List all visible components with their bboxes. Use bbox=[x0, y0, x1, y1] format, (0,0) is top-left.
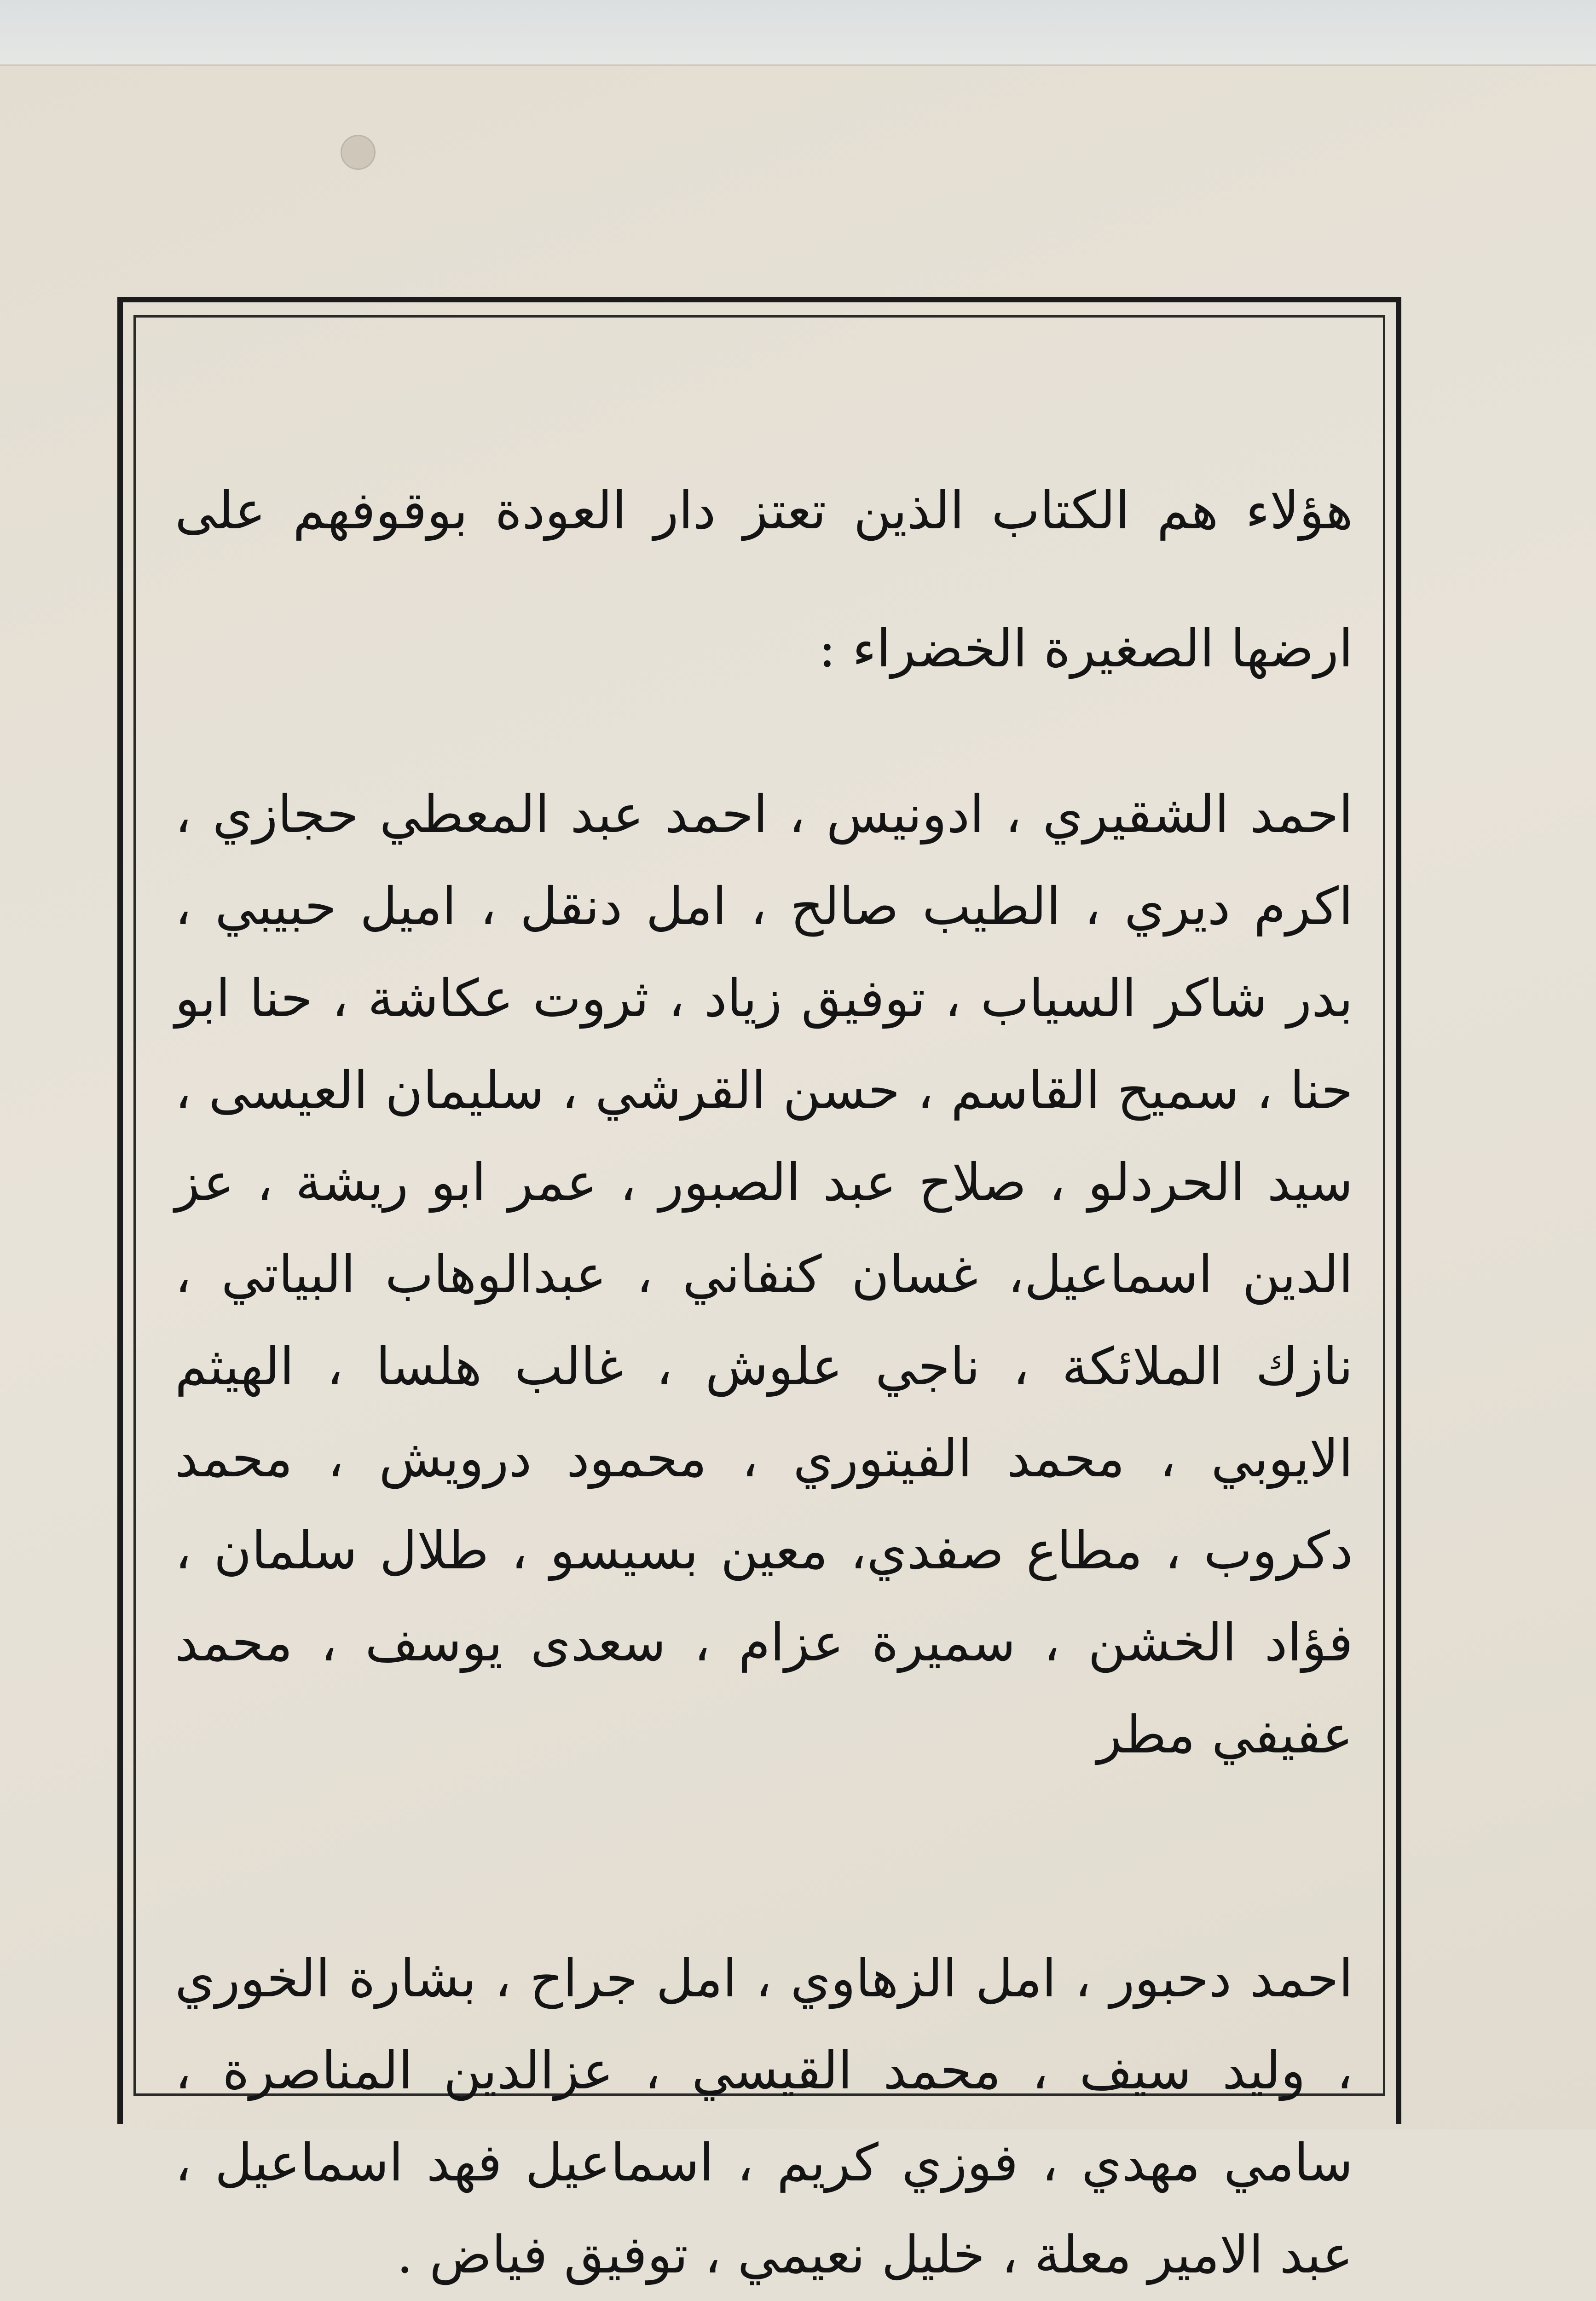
page-hole-mark bbox=[341, 135, 376, 170]
spacer bbox=[175, 718, 1353, 769]
intro-paragraph: هؤلاء هم الكتاب الذين تعتز دار العودة بوقوفهم على ارضها الصغيرة الخضراء : bbox=[175, 481, 1353, 679]
text-content bbox=[175, 442, 1353, 2301]
writers-list-first: احمد الشقيري ، ادونيس ، احمد عبد المعطي حجازي ، اكرم ديري ، الطيب صالح ، امل دنقل ، اميل حبيبي ، بدر شاكر السياب ، توفيق زياد ، ثروت عكاشة ، حنا ابو حنا ، سميح القاسم ، حسن القرشي ، سليمان العيسى ، سيد الحردلو ، صلاح عبد الصبور ، عمر ابو ريشة ، عز الدين اسماعيل، غسان كنفاني ، عبدالوهاب البياتي ، نازك الملائكة ، ناجي علوش ، غالب هلسا ، الهيثم الايوبي ، محمد الفيتوري ، محمود درويش ، محمد دكروب ، مطاع صفدي، معين بسيسو ، طلال سلمان ، فؤاد الخشن ، سميرة عزام ، سعدى يوسف ، محمد عفيفي مطر bbox=[175, 785, 1353, 1765]
spacer bbox=[175, 1781, 1353, 1933]
writers-list-second: احمد دحبور ، امل الزهاوي ، امل جراح ، بشارة الخوري ، وليد سيف ، محمد القيسي ، عزالدين المناصرة ، سامي مهدي ، فوزي كريم ، اسماعيل فهد اسماعيل ، عبد الامير معلة ، خليل نعيمي ، توفيق فياض . bbox=[175, 1949, 1353, 2285]
